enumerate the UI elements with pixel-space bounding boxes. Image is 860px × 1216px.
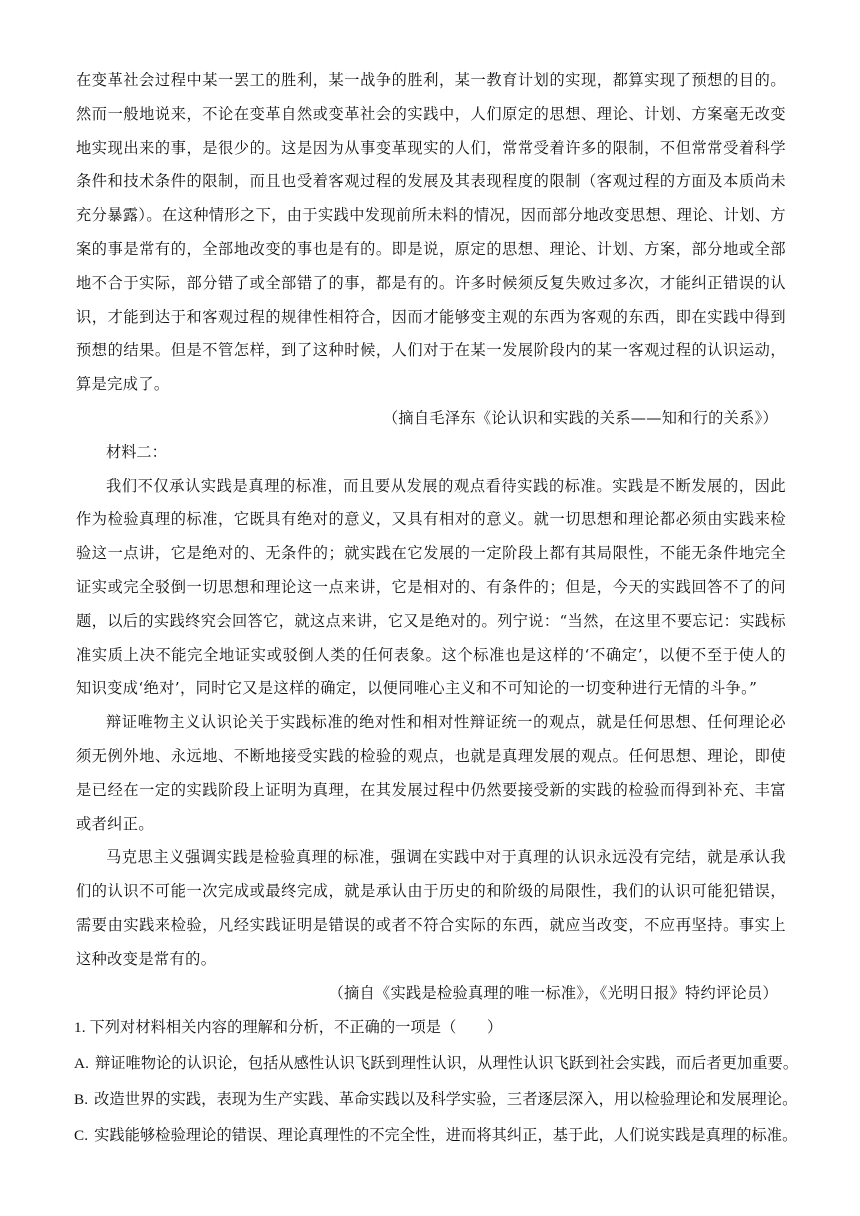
option-b-label: B. [74,1091,89,1109]
option-c[interactable] [74,1118,798,1154]
option-b-text: 改造世界的实践，表现为生产实践、革命实践以及科学实验，三者逐层深入，用以检验理论和发展理论。 [94,1091,798,1109]
option-c-text: 实践能够检验理论的错误、理论真理性的不完全性，进而将其纠正，基于此，人们说实践是真理的标准。 [94,1127,798,1145]
material-two-paragraph-2: 辩证唯物主义认识论关于实践标准的绝对性和相对性辩证统一的观点，就是任何思想、任何理论必须无例外地、永远地、不断地接受实践的检验的观点，也就是真理发展的观点。任何思想、理论，即使是已经在一定的实践阶段上证明为真理，在其发展过程中仍然要接受新的实践的检验而得到补充、丰富或者纠正。 [76,713,786,833]
option-a-text: 辩证唯物论的认识论，包括从感性认识飞跃到理性认识，从理性认识飞跃到社会实践，而后者更加重要。 [94,1055,799,1073]
option-b[interactable] [74,1082,798,1118]
material-two-paragraph-1: 我们不仅承认实践是真理的标准，而且要从发展的观点看待实践的标准。实践是不断发展的，因此作为检验真理的标准，它既具有绝对的意义，又具有相对的意义。就一切思想和理论都必须由实践来检验这一点讲，它是绝对的、无条件的；就实践在它发展的一定阶段上都有其局限性，不能无条件地完全证实或完全驳倒一切思想和理论这一点来讲，它是相对的、有条件的；但是，今天的实践回答不了的问题，以后的实践终究会回答它，就这点来讲，它又是绝对的。列宁说：“当然，在这里不要忘记：实践标准实质上决不能完全地证实或驳倒人类的任何表象。这个标准也是这样的‘不确定’，以便不至于使人的知识变成‘绝对’，同时它又是这样的确定，以便同唯心主义和不可知论的一切变种进行无情的斗争。” [76,476,786,698]
exam-page [74,64,799,1154]
option-a[interactable] [74,1046,799,1082]
source-citation-two: （摘自《实践是检验真理的唯一标准》，《光明日报》特约评论员） [328,983,778,1002]
option-c-label: C. [74,1127,89,1145]
material-two-heading: 材料二： [106,442,167,461]
question-block [74,1010,799,1154]
material-one-paragraph: 在变革社会过程中某一罢工的胜利，某一战争的胜利，某一教育计划的实现，都算实现了预想的目的。然而一般地说来，不论在变革自然或变革社会的实践中，人们原定的思想、理论、计划、方案毫无改变地实现出来的事，是很少的。这是因为从事变革现实的人们，常常受着许多的限制，不但常常受着科学条件和技术条件的限制，而且也受着客观过程的发展及其表现程度的限制（客观过程的方面及本质尚未充分暴露）。在这种情形之下，由于实践中发现前所未料的情况，因而部分地改变思想、理论、计划、方案的事是常有的，全部地改变的事也是有的。即是说，原定的思想、理论、计划、方案，部分地或全部地不合于实际，部分错了或全部错了的事，都是有的。许多时候须反复失败过多次，才能纠正错误的认识，才能到达于和客观过程的规律性相符合，因而才能够变主观的东西为客观的东西，即在实践中得到预想的结果。但是不管怎样，到了这种时候，人们对于在某一发展阶段内的某一客观过程的认识运动，算是完成了。 [76,71,786,394]
question-stem: 1. 下列对材料相关内容的理解和分析，不正确的一项是（ ） [74,1019,503,1037]
source-citation-one: （摘自毛泽东《论认识和实践的关系——知和行的关系》） [382,408,778,427]
option-a-label: A. [74,1055,89,1073]
material-two-paragraph-3: 马克思主义强调实践是检验真理的标准，强调在实践中对于真理的认识永远没有完结，就是承认我们的认识不可能一次完成或最终完成，就是承认由于历史的和阶级的局限性，我们的认识可能犯错误，需要由实践来检验，凡经实践证明是错误的或者不符合实际的东西，就应当改变，不应再坚持。事实上这种改变是常有的。 [76,848,786,968]
